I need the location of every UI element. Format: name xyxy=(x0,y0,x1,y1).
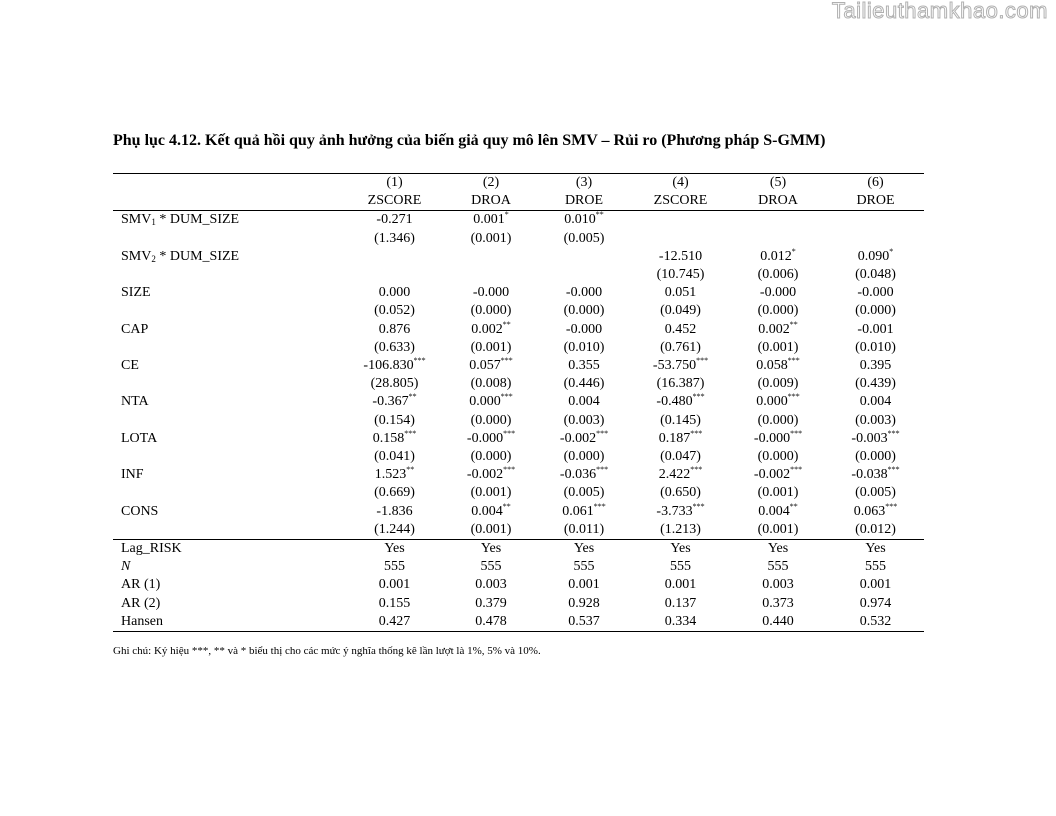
column-name: ZSCORE xyxy=(653,193,708,209)
coefficient-value: -0.002 xyxy=(466,467,504,483)
coefficient-cell xyxy=(446,430,536,448)
coefficient-value: -0.003 xyxy=(851,430,888,446)
stat-value: 0.001 xyxy=(664,577,697,593)
coef-row xyxy=(113,393,924,411)
stat-value: 555 xyxy=(573,559,595,575)
significance-stars: ** xyxy=(408,392,417,402)
standard-error: (0.000) xyxy=(855,449,896,465)
stat-value: 0.478 xyxy=(446,613,536,632)
standard-error: (0.145) xyxy=(660,412,701,428)
coefficient-cell xyxy=(632,284,729,302)
stat-value: 555 xyxy=(480,559,502,575)
se-label-empty xyxy=(113,230,343,248)
standard-error: (0.005) xyxy=(563,230,605,246)
se-row xyxy=(113,484,924,502)
stat-value: 0.427 xyxy=(343,613,446,632)
coefficient-value: -12.510 xyxy=(658,248,703,264)
significance-stars: ** xyxy=(502,501,511,511)
standard-error: (16.387) xyxy=(656,376,705,392)
variable-name: INF xyxy=(121,467,144,483)
stat-value: 0.373 xyxy=(762,595,794,611)
stat-value: Yes xyxy=(865,541,886,557)
coefficient-value: 0.090 xyxy=(857,248,890,264)
coefficient-cell xyxy=(536,357,632,375)
coefficient-value: -0.038 xyxy=(851,467,888,483)
standard-error: (0.001) xyxy=(446,521,536,540)
coefficient-cell xyxy=(729,503,827,521)
coefficient-value: -3.733 xyxy=(656,503,693,519)
significance-stars: *** xyxy=(692,392,705,402)
coefficient-cell xyxy=(827,211,924,230)
column-name: DROE xyxy=(856,193,895,209)
se-row xyxy=(113,375,924,393)
standard-error: (0.000) xyxy=(855,303,896,319)
significance-stars: *** xyxy=(596,428,609,438)
coefficient-cell xyxy=(827,248,924,266)
standard-error: (0.052) xyxy=(374,303,415,319)
coefficient-value: -0.480 xyxy=(656,394,693,410)
standard-error: (0.001) xyxy=(729,521,827,540)
significance-stars: *** xyxy=(787,356,800,366)
column-number: (5) xyxy=(729,174,827,193)
variable-name: SMV xyxy=(121,212,152,228)
coefficient-value: 0.002 xyxy=(758,321,790,337)
significance-stars: ** xyxy=(406,465,415,475)
variable-name: SMV xyxy=(121,248,152,264)
stat-value: 0.001 xyxy=(859,577,892,593)
coefficient-cell xyxy=(632,466,729,484)
se-label-empty xyxy=(113,521,343,540)
coefficient-value: 0.876 xyxy=(378,321,411,337)
significance-stars: ** xyxy=(789,501,798,511)
coefficient-cell xyxy=(729,284,827,302)
coefficient-value: -0.000 xyxy=(753,430,791,446)
stat-label: AR (1) xyxy=(121,577,161,593)
coefficient-cell xyxy=(729,393,827,411)
standard-error: (0.669) xyxy=(374,485,415,501)
standard-error: (10.745) xyxy=(656,267,705,283)
coefficient-cell xyxy=(632,393,729,411)
coefficient-cell xyxy=(343,503,446,521)
stat-row xyxy=(113,558,924,576)
coef-row xyxy=(113,466,924,484)
stat-row xyxy=(113,540,924,559)
header-row-names xyxy=(113,192,924,211)
significance-stars: *** xyxy=(696,356,709,366)
standard-error: (0.446) xyxy=(563,376,605,392)
coefficient-value: -0.000 xyxy=(565,285,603,301)
stat-row xyxy=(113,613,924,632)
coefficient-value: 0.004 xyxy=(471,503,503,519)
coefficient-cell xyxy=(632,211,729,230)
variable-label xyxy=(113,466,343,484)
variable-subscript: 1 xyxy=(151,217,156,228)
se-row xyxy=(113,302,924,320)
significance-stars: *** xyxy=(596,465,609,475)
stat-label: Lag_RISK xyxy=(121,541,182,557)
standard-error: (0.439) xyxy=(855,376,896,392)
variable-label xyxy=(113,321,343,339)
coefficient-cell xyxy=(536,321,632,339)
coefficient-cell xyxy=(729,321,827,339)
se-row xyxy=(113,339,924,357)
coefficient-value: 0.395 xyxy=(859,358,892,374)
se-row xyxy=(113,412,924,430)
coefficient-cell xyxy=(827,357,924,375)
coefficient-value: 0.061 xyxy=(562,503,594,519)
significance-stars: *** xyxy=(690,428,703,438)
stat-row xyxy=(113,595,924,613)
standard-error: (0.011) xyxy=(536,521,632,540)
stat-value: 0.155 xyxy=(378,595,411,611)
significance-stars: * xyxy=(791,246,796,256)
se-label-empty xyxy=(113,339,343,357)
table-title: Phụ lục 4.12. Kết quả hồi quy ảnh hưởng của biến giả quy mô lên SMV – Rủi ro (Phương pháp S-GMM) xyxy=(113,132,826,149)
significance-stars: *** xyxy=(690,465,703,475)
coefficient-value: -0.000 xyxy=(565,321,603,337)
significance-stars: ** xyxy=(595,210,604,220)
coefficient-value: 0.001 xyxy=(473,212,505,228)
coefficient-value: 0.004 xyxy=(568,394,600,410)
coefficient-value: 0.058 xyxy=(756,358,788,374)
coefficient-value: 0.004 xyxy=(758,503,790,519)
standard-error: (0.000) xyxy=(470,412,512,428)
standard-error: (0.001) xyxy=(470,230,512,246)
coefficient-value: 0.187 xyxy=(658,430,691,446)
variable-suffix: * DUM_SIZE xyxy=(155,248,240,264)
variable-name: LOTA xyxy=(121,430,158,446)
coefficient-cell xyxy=(343,393,446,411)
standard-error xyxy=(343,266,446,284)
coefficient-cell xyxy=(446,284,536,302)
standard-error: (0.003) xyxy=(563,412,605,428)
standard-error: (0.003) xyxy=(855,412,896,428)
variable-label xyxy=(113,357,343,375)
significance-stars: *** xyxy=(692,501,705,511)
se-label-empty xyxy=(113,484,343,502)
se-row xyxy=(113,448,924,466)
coefficient-cell xyxy=(446,211,536,230)
coefficient-cell xyxy=(536,248,632,266)
stat-value: 0.137 xyxy=(664,595,697,611)
coefficient-cell xyxy=(446,393,536,411)
standard-error: (0.000) xyxy=(470,303,512,319)
stat-row xyxy=(113,576,924,594)
variable-name: CAP xyxy=(121,321,149,337)
coefficient-value: 0.000 xyxy=(756,394,788,410)
stat-value: 0.440 xyxy=(729,613,827,632)
coefficient-value: 0.452 xyxy=(664,321,697,337)
variable-name: CE xyxy=(121,358,139,374)
coefficient-cell xyxy=(632,430,729,448)
se-row xyxy=(113,230,924,248)
stat-value: Yes xyxy=(767,541,789,557)
standard-error xyxy=(729,230,827,248)
coefficient-value: 0.002 xyxy=(471,321,503,337)
coefficient-cell xyxy=(536,466,632,484)
coefficient-value: 0.051 xyxy=(664,285,697,301)
stat-value: 0.001 xyxy=(378,577,411,593)
column-number: (6) xyxy=(827,174,924,193)
standard-error: (0.006) xyxy=(757,267,799,283)
coefficient-value: -0.000 xyxy=(466,430,504,446)
stat-value: 0.003 xyxy=(475,577,507,593)
watermark: Tailieuthamkhao.com xyxy=(831,0,1048,23)
coefficient-cell xyxy=(827,430,924,448)
column-number: (3) xyxy=(536,174,632,193)
coefficient-cell xyxy=(343,430,446,448)
stat-value: Yes xyxy=(384,541,405,557)
coefficient-value: -0.000 xyxy=(759,285,797,301)
coefficient-cell xyxy=(446,248,536,266)
standard-error: (0.001) xyxy=(757,339,799,355)
significance-stars: *** xyxy=(500,356,513,366)
coefficient-cell xyxy=(343,211,446,230)
standard-error: (0.000) xyxy=(470,449,512,465)
coefficient-cell xyxy=(729,211,827,230)
standard-error: (0.009) xyxy=(757,376,799,392)
significance-stars: ** xyxy=(502,319,511,329)
se-label-empty xyxy=(113,302,343,320)
header-row-numbers xyxy=(113,174,924,193)
coefficient-cell xyxy=(536,284,632,302)
coefficient-cell xyxy=(729,357,827,375)
stat-value: Yes xyxy=(670,541,691,557)
coef-row xyxy=(113,503,924,521)
standard-error: (0.010) xyxy=(855,339,896,355)
standard-error: (0.000) xyxy=(563,449,605,465)
coefficient-cell xyxy=(729,430,827,448)
coefficient-cell xyxy=(343,284,446,302)
significance-stars: *** xyxy=(887,428,900,438)
significance-stars: *** xyxy=(503,428,516,438)
coefficient-value: 0.057 xyxy=(469,358,501,374)
standard-error: (1.244) xyxy=(343,521,446,540)
coefficient-cell xyxy=(343,466,446,484)
stat-value: 0.928 xyxy=(568,595,600,611)
coefficient-value: -106.830 xyxy=(363,358,414,374)
coefficient-value: -53.750 xyxy=(652,358,697,374)
coefficient-value: 0.158 xyxy=(372,430,405,446)
standard-error: (0.001) xyxy=(470,485,512,501)
column-number: (4) xyxy=(632,174,729,193)
coefficient-value: 0.355 xyxy=(568,358,600,374)
standard-error xyxy=(632,230,729,248)
coefficient-value: 0.063 xyxy=(853,503,886,519)
stat-value: 555 xyxy=(384,559,405,575)
stat-value: 555 xyxy=(670,559,691,575)
footnote: Ghi chú: Ký hiệu ***, ** và * biểu thị cho các mức ý nghĩa thống kê lần lượt là 1%, 5% và 10%. xyxy=(113,645,541,657)
coefficient-cell xyxy=(536,393,632,411)
coefficient-value: -0.001 xyxy=(857,321,894,337)
variable-subscript: 2 xyxy=(151,253,156,264)
standard-error: (0.000) xyxy=(563,303,605,319)
coefficient-cell xyxy=(827,466,924,484)
variable-name: CONS xyxy=(121,503,159,519)
coef-row xyxy=(113,211,924,230)
significance-stars: *** xyxy=(790,428,803,438)
coef-row xyxy=(113,321,924,339)
standard-error: (1.346) xyxy=(374,230,415,246)
standard-error: (0.001) xyxy=(470,339,512,355)
variable-name: SIZE xyxy=(121,285,151,301)
standard-error: (0.048) xyxy=(855,267,896,283)
coefficient-cell xyxy=(536,503,632,521)
column-name: ZSCORE xyxy=(367,193,422,209)
coefficient-cell xyxy=(446,357,536,375)
standard-error: (0.041) xyxy=(374,449,415,465)
standard-error: (0.005) xyxy=(855,485,896,501)
coefficient-value: 2.422 xyxy=(658,467,691,483)
coef-row xyxy=(113,430,924,448)
standard-error: (0.000) xyxy=(757,303,799,319)
stat-value: 0.001 xyxy=(568,577,600,593)
significance-stars: *** xyxy=(787,392,800,402)
stat-value: Yes xyxy=(480,541,502,557)
coefficient-cell xyxy=(343,357,446,375)
variable-label xyxy=(113,248,343,266)
standard-error: (1.213) xyxy=(632,521,729,540)
standard-error: (0.761) xyxy=(660,339,701,355)
standard-error: (0.000) xyxy=(757,412,799,428)
significance-stars: *** xyxy=(790,465,803,475)
standard-error: (0.154) xyxy=(374,412,415,428)
coefficient-cell xyxy=(343,321,446,339)
regression-table xyxy=(113,173,924,632)
coefficient-cell xyxy=(729,466,827,484)
se-row xyxy=(113,266,924,284)
stat-label: AR (2) xyxy=(121,595,161,611)
significance-stars: *** xyxy=(503,465,516,475)
header-corner xyxy=(113,174,343,193)
significance-stars: *** xyxy=(500,392,513,402)
variable-label xyxy=(113,284,343,302)
coefficient-value: -0.036 xyxy=(559,467,597,483)
coefficient-value: -0.000 xyxy=(472,285,510,301)
coefficient-cell xyxy=(536,430,632,448)
variable-label xyxy=(113,393,343,411)
coefficient-value: 0.000 xyxy=(469,394,501,410)
variable-name: NTA xyxy=(121,394,149,410)
coefficient-value: -0.002 xyxy=(753,467,791,483)
coefficient-value: -0.002 xyxy=(559,430,597,446)
variable-label xyxy=(113,430,343,448)
column-name: DROE xyxy=(564,193,604,209)
stat-label: N xyxy=(121,559,131,575)
column-name: DROA xyxy=(758,193,798,209)
coefficient-cell xyxy=(343,248,446,266)
coefficient-value: 0.004 xyxy=(859,394,892,410)
stat-label: Hansen xyxy=(113,613,343,632)
coefficient-cell xyxy=(632,357,729,375)
standard-error: (0.049) xyxy=(660,303,701,319)
coefficient-cell xyxy=(827,321,924,339)
coefficient-cell xyxy=(729,248,827,266)
coefficient-cell xyxy=(632,503,729,521)
se-label-empty xyxy=(113,266,343,284)
coefficient-value: -0.367 xyxy=(372,394,409,410)
coefficient-cell xyxy=(827,284,924,302)
standard-error: (0.005) xyxy=(563,485,605,501)
coefficient-value: -0.271 xyxy=(376,212,413,228)
stat-value: Yes xyxy=(573,541,595,557)
stat-value: 0.003 xyxy=(762,577,794,593)
coefficient-cell xyxy=(827,503,924,521)
stat-value: 0.532 xyxy=(827,613,924,632)
coefficient-value: -1.836 xyxy=(376,503,413,519)
standard-error: (0.010) xyxy=(563,339,605,355)
coefficient-cell xyxy=(446,321,536,339)
stat-value: 0.974 xyxy=(859,595,892,611)
se-label-empty xyxy=(113,375,343,393)
coefficient-cell xyxy=(827,393,924,411)
coefficient-value: -0.000 xyxy=(857,285,894,301)
standard-error: (28.805) xyxy=(370,376,419,392)
variable-label xyxy=(113,503,343,521)
coefficient-value: 0.010 xyxy=(564,212,596,228)
significance-stars: *** xyxy=(885,501,898,511)
standard-error xyxy=(446,266,536,284)
coef-row xyxy=(113,357,924,375)
se-label-empty xyxy=(113,448,343,466)
coefficient-value: 1.523 xyxy=(374,467,407,483)
coef-row xyxy=(113,248,924,266)
coefficient-value: 0.012 xyxy=(760,248,792,264)
column-name: DROA xyxy=(471,193,511,209)
significance-stars: *** xyxy=(887,465,900,475)
variable-suffix: * DUM_SIZE xyxy=(155,212,240,228)
standard-error xyxy=(827,230,924,248)
standard-error: (0.001) xyxy=(757,485,799,501)
standard-error: (0.633) xyxy=(374,339,415,355)
coefficient-value: 0.000 xyxy=(378,285,411,301)
se-label-empty xyxy=(113,412,343,430)
standard-error: (0.650) xyxy=(660,485,701,501)
coefficient-cell xyxy=(446,466,536,484)
significance-stars: *** xyxy=(413,356,426,366)
significance-stars: * xyxy=(889,246,894,256)
significance-stars: ** xyxy=(789,319,798,329)
stat-value: 0.537 xyxy=(536,613,632,632)
stat-value: 555 xyxy=(767,559,789,575)
column-number: (2) xyxy=(446,174,536,193)
variable-label xyxy=(113,211,343,230)
standard-error: (0.012) xyxy=(827,521,924,540)
standard-error: (0.047) xyxy=(660,449,701,465)
coefficient-cell xyxy=(536,211,632,230)
standard-error xyxy=(536,266,632,284)
significance-stars: * xyxy=(504,210,509,220)
stat-value: 555 xyxy=(865,559,886,575)
coef-row xyxy=(113,284,924,302)
stat-value: 0.334 xyxy=(632,613,729,632)
se-row xyxy=(113,521,924,540)
standard-error: (0.000) xyxy=(757,449,799,465)
significance-stars: *** xyxy=(593,501,606,511)
coefficient-cell xyxy=(632,321,729,339)
header-corner xyxy=(113,192,343,211)
column-number: (1) xyxy=(343,174,446,193)
coefficient-cell xyxy=(446,503,536,521)
stat-value: 0.379 xyxy=(475,595,507,611)
standard-error: (0.008) xyxy=(470,376,512,392)
significance-stars: *** xyxy=(404,428,417,438)
coefficient-cell xyxy=(632,248,729,266)
